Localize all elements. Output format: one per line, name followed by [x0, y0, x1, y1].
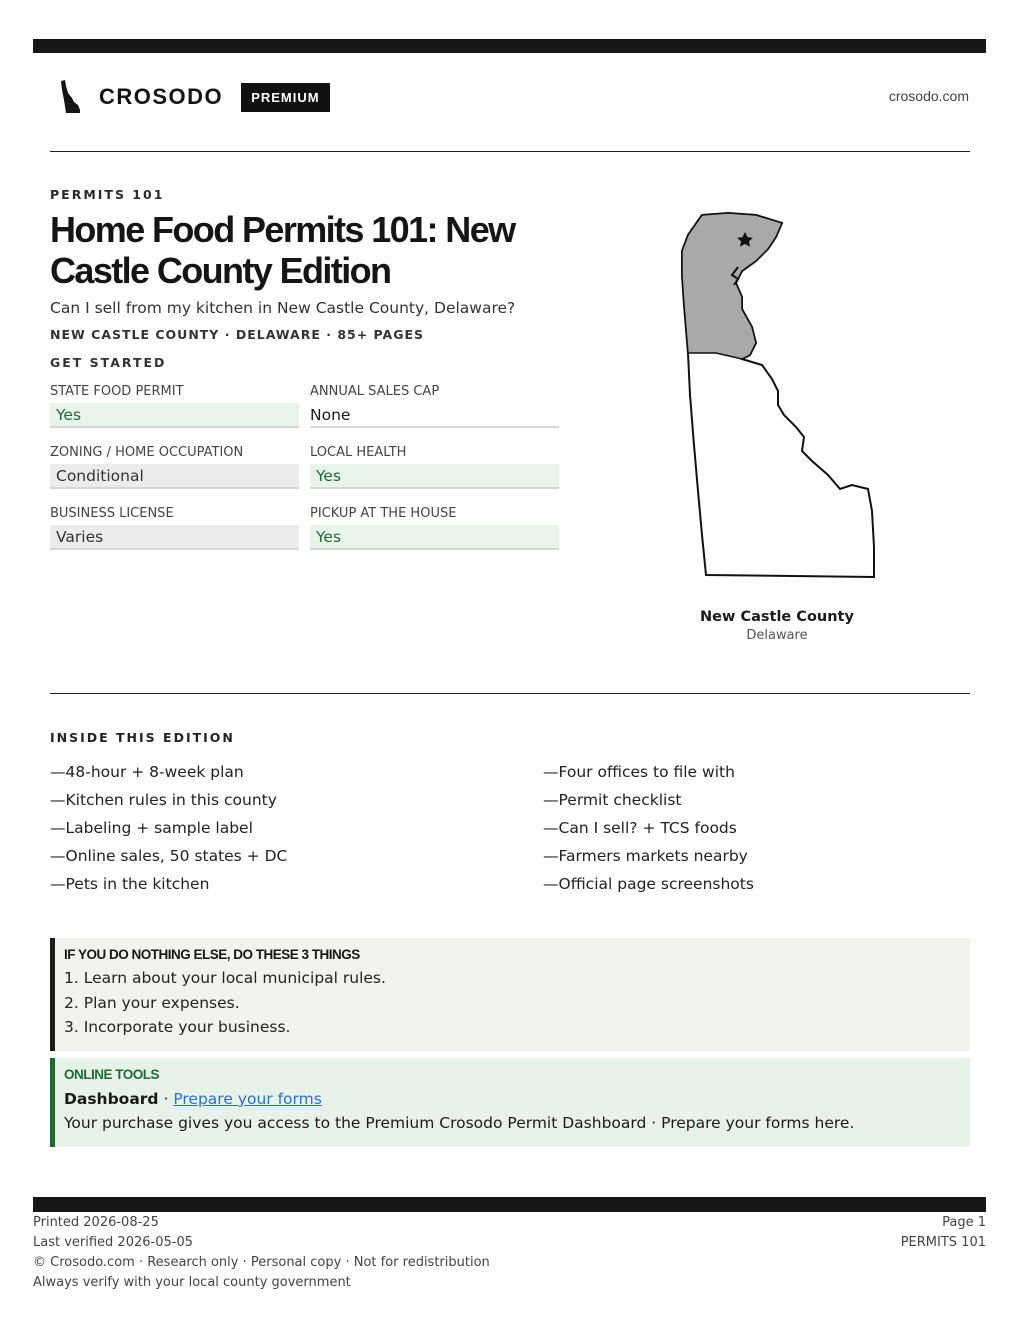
fact-value: Yes — [50, 403, 299, 428]
new-castle-county-region — [682, 213, 782, 359]
list-item: —Four offices to file with — [543, 763, 735, 781]
page-number: Page 1 — [942, 1215, 986, 1230]
fact-zoning — [50, 443, 299, 504]
fact-annual-sales-cap — [310, 382, 559, 443]
delaware-county-map — [672, 205, 882, 585]
prepare-forms-link[interactable]: Prepare your forms — [173, 1090, 322, 1108]
inside-heading: INSIDE THIS EDITION — [50, 730, 235, 745]
site-url[interactable]: crosodo.com — [888, 88, 969, 104]
fact-label: STATE FOOD PERMIT — [50, 384, 184, 399]
kicker: PERMITS 101 — [50, 187, 165, 202]
bottom-bar — [33, 1197, 986, 1212]
callout-step: 2. Plan your expenses. — [64, 993, 240, 1012]
list-item: —Can I sell? + TCS foods — [543, 819, 737, 837]
inside-list-right — [543, 758, 963, 898]
callout-step: 1. Learn about your local municipal rules. — [64, 969, 386, 987]
fact-local-health — [310, 443, 559, 504]
tools-description: Your purchase gives you access to the Premium Crosodo Permit Dashboard · Prepare your forms here. — [64, 1114, 855, 1132]
tools-heading: ONLINE TOOLS — [64, 1067, 160, 1082]
fact-pickup — [310, 504, 559, 565]
fact-label: BUSINESS LICENSE — [50, 506, 174, 521]
subtitle: Can I sell from my kitchen in New Castle County, Delaware? — [50, 299, 516, 317]
dashboard-label: Dashboard — [64, 1090, 159, 1108]
fact-value: Yes — [310, 525, 559, 550]
fact-value: None — [310, 403, 559, 428]
list-item: —Online sales, 50 states + DC — [50, 847, 288, 865]
printed-date: Printed 2026-08-25 — [33, 1215, 159, 1230]
premium-badge: PREMIUM — [241, 83, 329, 112]
delaware-state-icon — [58, 80, 84, 114]
map-caption — [677, 609, 877, 643]
fact-label: ZONING / HOME OCCUPATION — [50, 445, 244, 460]
permit-facts-grid — [50, 382, 559, 565]
list-item: —Permit checklist — [543, 791, 682, 809]
list-item: —Kitchen rules in this county — [50, 791, 277, 809]
verified-date: Last verified 2026-05-05 — [33, 1235, 193, 1250]
list-item: —Pets in the kitchen — [50, 875, 210, 893]
callout-step: 3. Incorporate your business. — [64, 1018, 291, 1036]
fact-label: ANNUAL SALES CAP — [310, 384, 440, 399]
list-item: —Labeling + sample label — [50, 819, 253, 837]
header-divider — [50, 151, 970, 152]
list-item: —Official page screenshots — [543, 875, 754, 893]
list-item: —48-hour + 8-week plan — [50, 763, 244, 781]
footer-left — [33, 1213, 490, 1293]
callout-heading: IF YOU DO NOTHING ELSE, DO THESE 3 THINGS — [64, 947, 360, 962]
disclaimer: Always verify with your local county government — [33, 1275, 351, 1290]
page-title: Home Food Permits 101: New Castle County Edition — [50, 209, 515, 291]
list-item: —Farmers markets nearby — [543, 847, 748, 865]
fact-business-license — [50, 504, 299, 565]
map-state-name: Delaware — [746, 628, 808, 643]
get-started-heading: GET STARTED — [50, 355, 167, 370]
top-bar — [33, 39, 986, 53]
inside-list-left — [50, 758, 470, 898]
fact-value: Varies — [50, 525, 299, 550]
copyright: © Crosodo.com · Research only · Personal copy · Not for redistribution — [33, 1255, 490, 1270]
tools-links — [64, 1088, 970, 1110]
online-tools-box — [50, 1058, 970, 1147]
fact-label: LOCAL HEALTH — [310, 445, 407, 460]
fact-label: PICKUP AT THE HOUSE — [310, 506, 457, 521]
section-divider — [50, 693, 970, 694]
brand-name: CROSODO — [99, 84, 224, 109]
fact-value: Conditional — [50, 464, 299, 489]
brand[interactable] — [58, 80, 330, 114]
edition-meta: NEW CASTLE COUNTY · DELAWARE · 85+ PAGES — [50, 327, 425, 342]
fact-value: Yes — [310, 464, 559, 489]
three-things-callout — [50, 938, 970, 1051]
fact-state-food-permit — [50, 382, 299, 443]
footer-right — [901, 1213, 986, 1253]
section-name: PERMITS 101 — [900, 1235, 986, 1250]
separator: · — [158, 1090, 174, 1108]
map-county-name: New Castle County — [700, 609, 854, 625]
